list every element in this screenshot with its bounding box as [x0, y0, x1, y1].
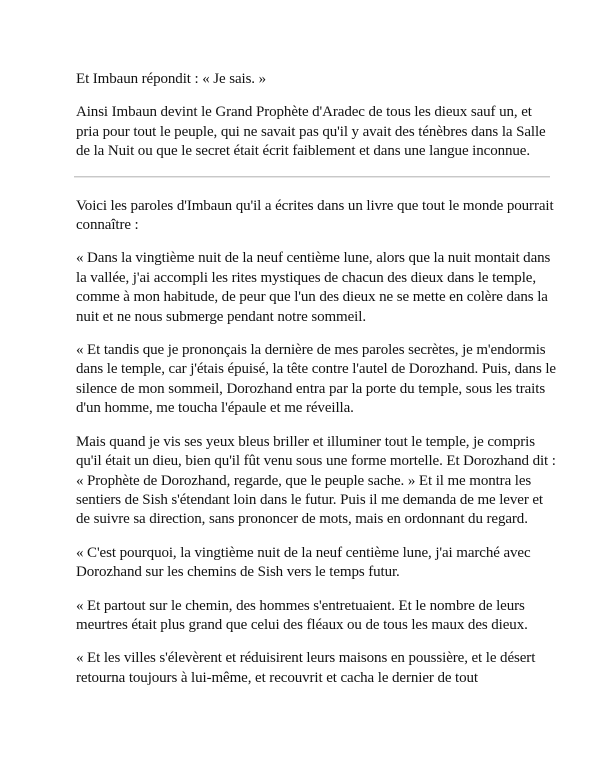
paragraph-men-killing: « Et partout sur le chemin, des hommes s'entretuaient. Et le nombre de leurs meurtres était plus grand que celui des fléaux ou de tous les maux des dieux. [76, 597, 528, 633]
paragraph-words-intro: Voici les paroles d'Imbaun qu'il a écrites dans un livre que tout le monde pourrait connaître : [76, 197, 554, 234]
paragraph-imbaun-reply: Et Imbaun répondit : « Je sais. » [76, 71, 267, 87]
paragraph-blue-eyes: Mais quand je vis ses yeux bleus briller et illuminer tout le temple, je compris qu'il était un dieu, bien qu'il fût venu sous une forme mortelle. Et Dorozhand dit : « Prophète de Dorozhand, regarde, que le peuple sache. » Et il me montra les sentiers de Sish s'étendant loin dans le futur. Puis il me demanda de me lever et de suivre sa direction, sans prononcer de mots, mais en ordonnant du regard. [76, 433, 556, 528]
paragraph-cities-dust: « Et les villes s'élevèrent et réduisirent leurs maisons en poussière, et le désert retourna toujours à lui-même, et recouvrit et cacha le dernier de tout [76, 650, 536, 686]
document-page [76, 70, 556, 702]
paragraph-grand-prophet: Ainsi Imbaun devint le Grand Prophète d'Aradec de tous les dieux sauf un, et pria pour tout le peuple, qui ne savait pas qu'il y avait des ténèbres dans la Salle de la Nuit ou que le secret était écrit faiblement et dans une langue inconnue. [76, 104, 546, 160]
paragraph-secret-words: « Et tandis que je prononçais la dernière de mes paroles secrètes, je m'endormis dans le temple, car j'étais épuisé, la tête contre l'autel de Dorozhand. Puis, dans le silence de mon sommeil, Dorozhand entra par la porte du temple, sous les traits d'un homme, me toucha l'épaule et me réveilla. [76, 342, 556, 417]
paragraph-twentieth-night: « Dans la vingtième nuit de la neuf centième lune, alors que la nuit montait dans la vallée, j'ai accompli les rites mystiques de chacun des dieux dans le temple, comme à mon habitude, de peur que l'un des dieux ne se mette en colère dans la nuit et ne nous submerge pendant notre sommeil. [76, 250, 551, 325]
section-divider [74, 176, 550, 178]
paragraph-walked-with-dorozhand: « C'est pourquoi, la vingtième nuit de la neuf centième lune, j'ai marché avec Dorozhand sur les chemins de Sish vers le temps futur. [76, 544, 531, 581]
